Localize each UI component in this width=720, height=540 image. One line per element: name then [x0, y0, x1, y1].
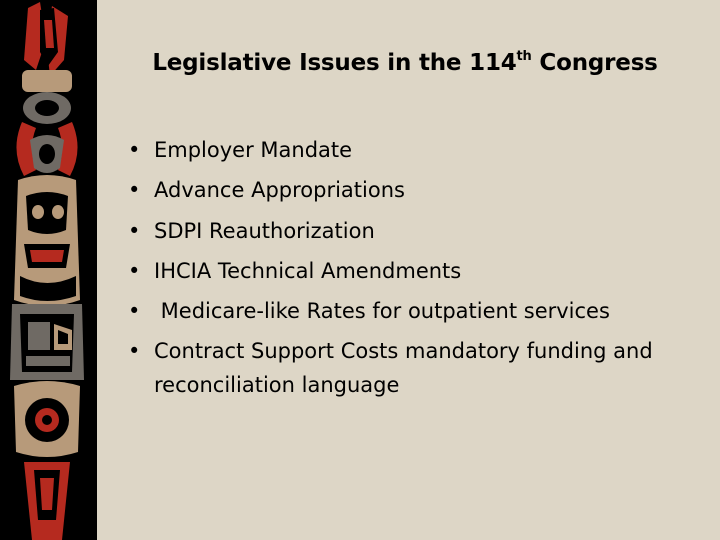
bullet-dot: •: [128, 138, 141, 162]
bullet-text: IHCIA Technical Amendments: [154, 258, 462, 283]
bullet-item: [128, 294, 688, 328]
slide-title: [110, 50, 700, 76]
totem-artwork: [0, 0, 97, 540]
bullet-text: Contract Support Costs mandatory funding and reconciliation language: [154, 339, 653, 398]
bullet-text: Medicare-like Rates for outpatient services: [154, 299, 610, 324]
bullet-dot: •: [128, 178, 141, 203]
bullet-dot: •: [128, 339, 141, 364]
bullet-item: [128, 214, 688, 248]
title-main: Legislative Issues in the 114: [152, 50, 517, 76]
bullet-item: [128, 254, 688, 288]
totem-art-svg: [0, 0, 97, 540]
bullet-text: Employer Mandate: [154, 138, 353, 162]
bullet-dot: •: [128, 258, 141, 283]
bullet-dot: •: [128, 299, 141, 324]
bullet-list: [128, 133, 688, 409]
bullet-item: [128, 133, 688, 167]
bullet-text: SDPI Reauthorization: [154, 218, 375, 243]
bullet-dot: •: [128, 218, 141, 243]
title-end: Congress: [531, 50, 658, 76]
title-superscript: th: [516, 49, 532, 64]
bullet-text: Advance Appropriations: [154, 178, 405, 203]
bullet-item: [128, 173, 688, 207]
bullet-item: [128, 334, 688, 402]
